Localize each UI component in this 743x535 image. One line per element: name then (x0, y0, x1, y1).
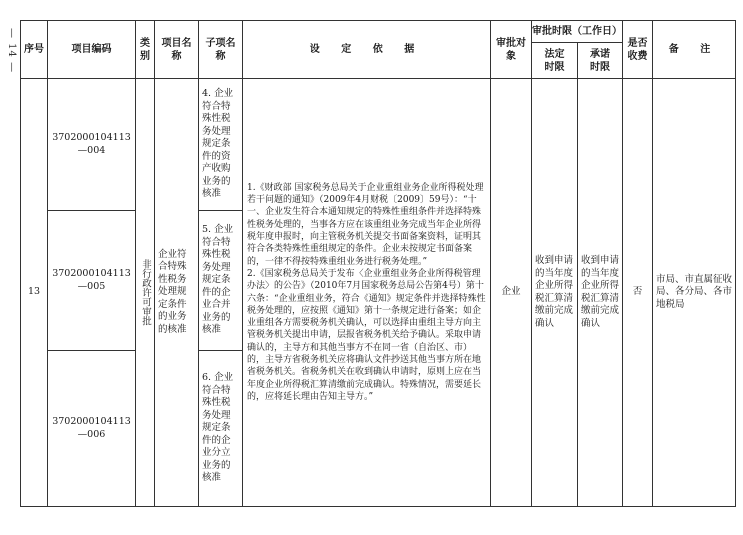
row-promised-limit: 收到申请的当年度企业所得税汇算清缴前完成确认 (578, 79, 623, 507)
header-promised-limit: 承诺时限 (578, 43, 623, 79)
row-code: 3702000104113—005 (48, 211, 136, 351)
page-number: — 14 — (6, 28, 17, 74)
row-remarks: 市局、市直属征收局、各分局、各市地税局 (653, 79, 736, 507)
row-code: 3702000104113—006 (48, 351, 136, 507)
header-sub-item-name: 子项名称 (199, 21, 243, 79)
row-fee: 否 (623, 79, 653, 507)
approval-items-table (20, 20, 736, 507)
row-category: 非行政许可审批 (136, 79, 155, 507)
row-basis: 1.《财政部 国家税务总局关于企业重组业务企业所得税处理若干问题的通知》（2009年4月财税〔2009〕59号）：“十一、企业发生符合本通知规定的特殊性重组条件并选择特殊性税务处理的，当事各方应在该重组业务完成当年企业所得税年度申报时，向主管税务机关提交书面备案资料，证明其符合各类特殊性重组规定的条件。企业未按规定书面备案的，一律不得按特殊重组业务进行税务处理。” 2.《国家税务总局关于发布〈企业重组业务企业所得税管理办法〉的公告》（2010年7月国家税务总局公告第4号）第十六条：“企业重组业务，符合《通知》规定条件并选择特殊性税务处理的，应按照《通知》第十一条规定进行备案；如企业重组各方需要税务机关确认，可以选择由重组主导方向主管税务机关提出申请，层报省税务机关给予确认。采取申请确认的，主导方和其他当事方不在同一省（自治区、市）的，主导方省税务机关应将确认文件抄送其他当事方所在地省税务机关。省税务机关在收到确认申请时，原则上应在当年度企业所得税汇算清缴前完成确认。特殊情况，需要延长的，应将延长理由告知主导方。” (243, 79, 491, 507)
header-code: 项目编码 (48, 21, 136, 79)
header-fee: 是否收费 (623, 21, 653, 79)
row-legal-limit: 收到申请的当年度企业所得税汇算清缴前完成确认 (532, 79, 578, 507)
row-sub-item: 4. 企业符合特殊性税务处理规定条件的资产收购业务的核准 (199, 79, 243, 211)
row-sub-item: 6. 企业符合特殊性税务处理规定条件的企业分立业务的核准 (199, 351, 243, 507)
table-row (21, 79, 736, 211)
header-seq: 序号 (21, 21, 48, 79)
header-category: 类别 (136, 21, 155, 79)
row-seq: 13 (21, 79, 48, 507)
row-target: 企业 (491, 79, 532, 507)
header-legal-limit: 法定时限 (532, 43, 578, 79)
header-remarks: 备 注 (653, 21, 736, 79)
header-target: 审批对象 (491, 21, 532, 79)
header-item-name: 项目名称 (155, 21, 199, 79)
header-basis: 设 定 依 据 (243, 21, 491, 79)
row-code: 3702000104113—004 (48, 79, 136, 211)
row-item-name: 企业符合特殊性税务处理规定条件的业务的核准 (155, 79, 199, 507)
row-sub-item: 5. 企业符合特殊性税务处理规定条件的企业合并业务的核准 (199, 211, 243, 351)
header-time-limit: 审批时限（工作日） (532, 21, 623, 43)
